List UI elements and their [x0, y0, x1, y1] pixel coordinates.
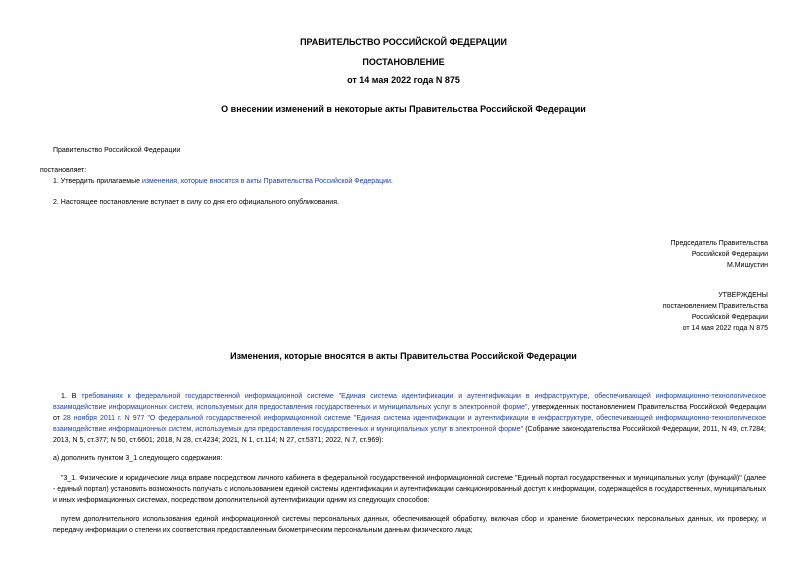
intro-text: Правительство Российской Федерации [53, 147, 181, 154]
document-type: ПОСТАНОВЛЕНИЕ [362, 57, 445, 67]
paragraph-1-mid: , утвержденных постановлением Правительства Российской Федерации от [53, 404, 766, 422]
changes-title: Изменения, которые вносятся в акты Правительства Российской Федерации [230, 351, 577, 361]
approved-line-1: УТВЕРЖДЕНЫ [718, 292, 768, 299]
paragraph-1-suffix: (Собрание законодательства Российской Федерации, 2011, N 49, ст.7284; 2013, N 5, ст.377; N 50, ст.6601; 2018, N 28, ст.4234; 2021, N 1, ст.114; N 27, ст.5371; 2022, N 7, ст.969): [53, 426, 767, 444]
paragraph-4: путем дополнительного использования единой информационной системы персональных данных, обеспечивающей обработку, включая сбор и хранение биометрических персональных данных, их проверку, и передачу информации о степени их соответствия предоставленным биометрическим персональным данным физического лица; [53, 516, 766, 534]
signature-block [671, 238, 768, 271]
paragraph-1-prefix: 1. В [61, 393, 82, 400]
government-heading: ПРАВИТЕЛЬСТВО РОССИЙСКОЙ ФЕДЕРАЦИИ [300, 37, 507, 47]
item-1-suffix: . [390, 178, 393, 185]
document-date-number: от 14 мая 2022 года N 875 [347, 75, 460, 85]
item-1-prefix: 1. Утвердить прилагаемые [53, 178, 142, 185]
paragraph-2: а) дополнить пунктом 3_1 следующего содержания: [53, 455, 223, 462]
signature-line-3: М.Мишустин [726, 262, 768, 269]
approved-line-3: Российской Федерации [691, 314, 768, 321]
paragraph-1 [53, 391, 766, 446]
approved-line-2: постановлением Правительства [662, 303, 768, 310]
changes-link[interactable]: изменения, которые вносятся в акты Правительства Российской Федерации [141, 178, 391, 185]
approved-block [663, 290, 768, 334]
item-1 [53, 176, 393, 187]
signature-line-2: Российской Федерации [691, 251, 768, 258]
signature-line-1: Председатель Правительства [670, 240, 768, 247]
decree-977-link[interactable]: 28 ноября 2011 г. N 977 "О федеральной государственной информационной системе "Единая система идентификации и аутентификации в инфраструктуре, обеспечивающей информационно-технологическое взаимодействие информационных систем, используемых для предоставления государственных и муниципальных услуг в электронной форме" [53, 415, 767, 433]
decrees-text: постановляет: [40, 167, 87, 174]
item-2: 2. Настоящее постановление вступает в силу со дня его официального опубликования. [53, 199, 339, 206]
approved-line-4: от 14 мая 2022 года N 875 [682, 325, 768, 332]
requirements-link[interactable]: требованиях к федеральной государственной информационной системе "Единая система идентификации и аутентификации в инфраструктуре, обеспечивающей информационно-технологическое взаимодействие информационных систем, используемых для предоставления государственных и муниципальных услуг в электронной форме" [53, 393, 766, 411]
paragraph-3: "3_1. Физические и юридические лица вправе посредством личного кабинета в федеральной государственной информационной системе "Единый портал государственных и муниципальных услуг (функций)" (далее - единый портал) установить возможность получать с использованием единой системы идентификации и аутентификации санкционированный доступ к информации, содержащейся в государственных, муниципальных и иных информационных системах, посредством дополнительной аутентификации одним из следующих способов: [53, 475, 766, 504]
document-title: О внесении изменений в некоторые акты Правительства Российской Федерации [221, 104, 586, 114]
